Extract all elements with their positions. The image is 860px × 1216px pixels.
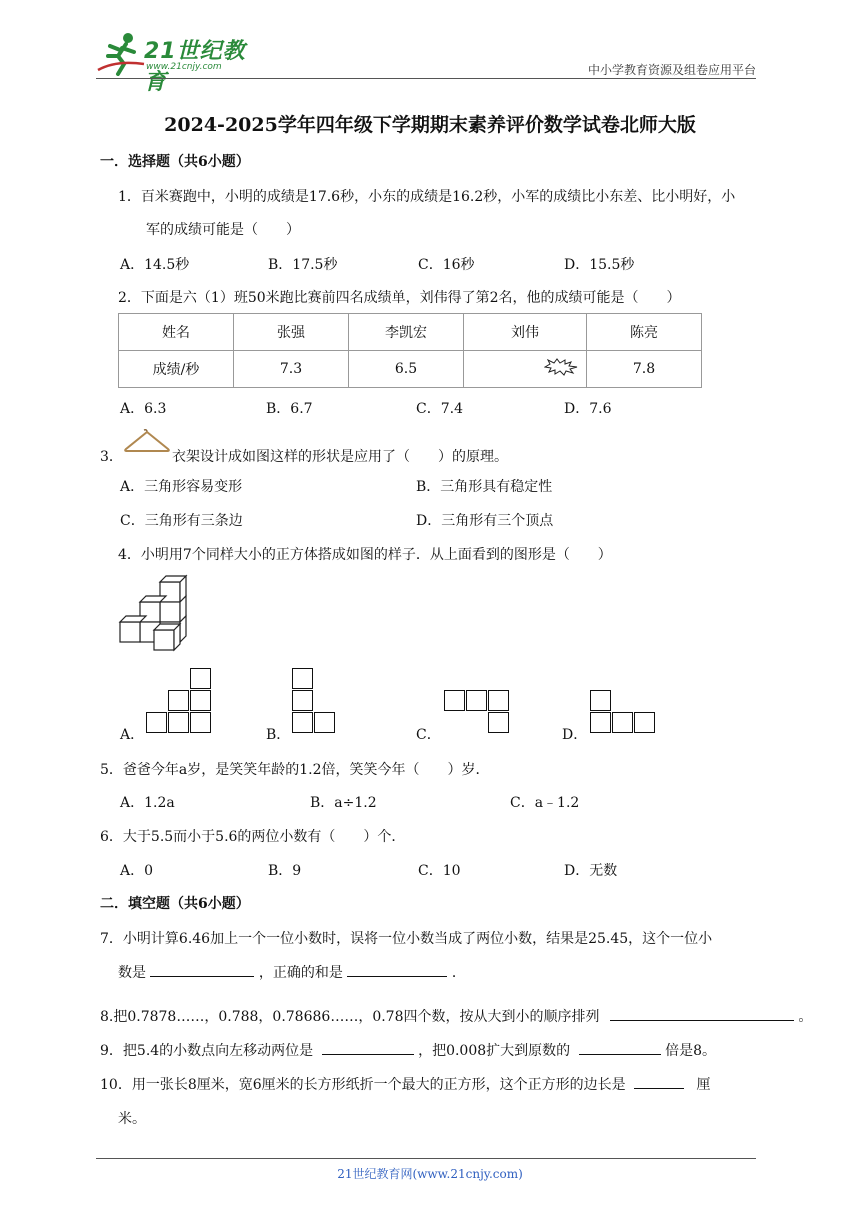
q6-line1: 6．大于5.5而小于5.6的两位小数有（ ）个． [100,829,406,845]
q2-option-c[interactable]: C．7.4 [416,401,463,417]
q9-blank-2[interactable] [579,1040,661,1055]
q7-blank-2[interactable] [347,962,447,977]
q3-text: 衣架设计成如图这样的形状是应用了（ ）的原理。 [172,449,508,465]
q7-text-a: 数是 [118,965,146,981]
q6-option-b[interactable]: B．9 [268,863,302,879]
q9-line [100,1040,716,1060]
cube-stack-figure [118,574,190,654]
q4-option-c[interactable]: C． [416,727,441,743]
q5-option-c[interactable]: C．a﹣1.2 [510,795,580,811]
q4-line1: 4．小明用7个同样大小的正方体搭成如图的样子．从上面看到的图形是（ ） [118,547,612,563]
score-table [118,313,702,388]
header-divider [96,78,756,79]
table-cell: 6.5 [349,351,464,388]
q3-option-b[interactable]: B．三角形具有稳定性 [416,479,553,495]
runner-logo-icon [96,30,146,76]
logo-url: www.21cnjy.com [146,62,222,72]
q9-text-c: 倍是8。 [665,1043,716,1059]
q10-text-b: 厘 [696,1077,711,1093]
logo-text: 21世纪教育 [144,39,246,95]
ink-blot-icon [544,358,578,376]
table-cell: 7.8 [587,351,702,388]
q8-line [100,1006,812,1026]
header-platform-text: 中小学教育资源及组卷应用平台 [587,63,756,77]
q3-option-c[interactable]: C．三角形有三条边 [120,513,243,529]
q2-option-a[interactable]: A．6.3 [120,401,167,417]
q6-option-a[interactable]: A．0 [120,863,154,879]
section-heading-fill: 二．填空题（共6小题） [100,896,250,912]
q3-option-a[interactable]: A．三角形容易变形 [120,479,243,495]
table-cell-hidden [464,351,587,388]
q4-option-d[interactable]: D． [562,727,588,743]
q7-line2 [118,962,466,982]
table-cell: 张强 [234,314,349,351]
q3-option-d[interactable]: D．三角形有三个顶点 [416,513,554,529]
q8-end: 。 [798,1009,813,1025]
q10-text-a: 10．用一张长8厘米，宽6厘米的长方形纸折一个最大的正方形，这个正方形的边长是 [100,1077,626,1093]
q1-line1: 1．百米赛跑中，小明的成绩是17.6秒，小东的成绩是16.2秒，小军的成绩比小东差、比小明好，小 [118,189,736,205]
q10-blank[interactable] [634,1074,684,1089]
table-cell: 刘伟 [464,314,587,351]
table-row [119,351,702,388]
q1-option-c[interactable]: C．16秒 [418,257,475,273]
clothes-hanger-icon [122,428,172,456]
table-row [119,314,702,351]
section-heading-choice: 一．选择题（共6小题） [100,154,250,170]
q7-text-b: ，正确的和是 [258,965,343,981]
table-cell: 7.3 [234,351,349,388]
footer-link[interactable]: 21世纪教育网(www.21cnjy.com) [337,1167,523,1181]
footer-divider [96,1158,756,1159]
table-cell: 陈亮 [587,314,702,351]
q6-option-c[interactable]: C．10 [418,863,461,879]
page-title: 2024-2025学年四年级下学期期末素养评价数学试卷北师大版 [164,114,696,136]
q5-option-b[interactable]: B．a÷1.2 [310,795,377,811]
q10-line2: 米。 [118,1111,146,1127]
q9-blank-1[interactable] [322,1040,414,1055]
site-logo [96,30,266,95]
q2-option-d[interactable]: D．7.6 [564,401,612,417]
q4-option-b[interactable]: B． [266,727,291,743]
q7-line1: 7．小明计算6.46加上一个一位小数时，误将一位小数当成了两位小数，结果是25.45，这个一位小 [100,931,713,947]
q4-option-a[interactable]: A． [120,727,145,743]
table-cell: 姓名 [119,314,234,351]
q5-line1: 5．爸爸今年a岁，是笑笑年龄的1.2倍，笑笑今年（ ）岁． [100,762,490,778]
q9-text-b: ，把0.008扩大到原数的 [418,1043,571,1059]
q10-line1 [100,1074,711,1094]
q5-option-a[interactable]: A．1.2a [120,795,175,811]
q9-text-a: 9．把5.4的小数点向左移动两位是 [100,1043,314,1059]
q2-line1: 2．下面是六（1）班50米跑比赛前四名成绩单，刘伟得了第2名，他的成绩可能是（ ） [118,290,681,306]
q7-blank-1[interactable] [150,962,254,977]
q6-option-d[interactable]: D．无数 [564,863,618,879]
q7-text-c: ． [451,965,466,981]
table-cell: 李凯宏 [349,314,464,351]
q8-blank[interactable] [610,1006,794,1021]
q1-line2: 军的成绩可能是（ ） [146,222,300,238]
q8-text: 8.把0.7878……，0.788，0.78686……，0.78四个数，按从大到小的顺序排列 [100,1009,600,1025]
q1-option-a[interactable]: A．14.5秒 [120,257,190,273]
q1-option-d[interactable]: D．15.5秒 [564,257,635,273]
q3-number: 3． [100,449,123,465]
table-cell: 成绩/秒 [119,351,234,388]
q2-option-b[interactable]: B．6.7 [266,401,313,417]
q1-option-b[interactable]: B．17.5秒 [268,257,338,273]
